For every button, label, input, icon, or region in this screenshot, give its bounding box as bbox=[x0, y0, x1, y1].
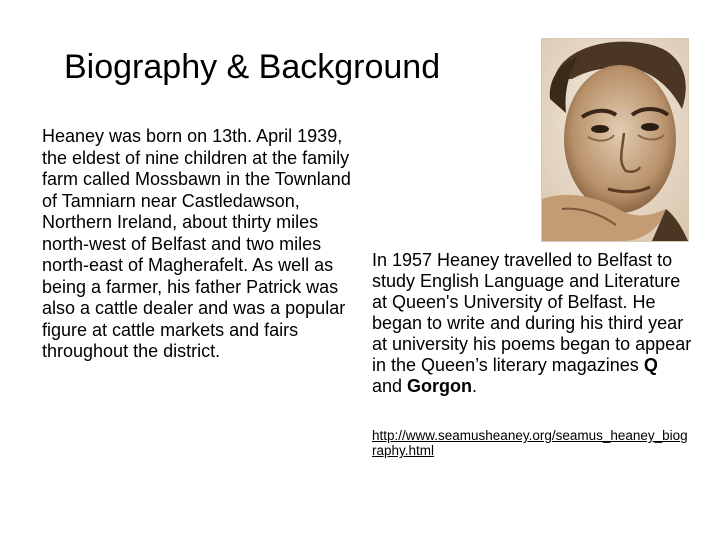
biography-link[interactable]: http://www.seamusheaney.org/seamus_heaney_biography.html bbox=[372, 428, 688, 458]
university-paragraph-and: and bbox=[372, 376, 408, 396]
birth-paragraph: Heaney was born on 13th. April 1939, the eldest of nine children at the family farm called Mossbawn in the Townland of Tamniarn near Castledawson, Northern Ireland, about thirty miles north-west of Belfast and two miles north-east of Magherafelt. As well as being a farmer, his father Patrick was also a cattle dealer and was a popular figure at cattle markets and fairs throughout the district. bbox=[42, 126, 351, 361]
university-paragraph-text: In 1957 Heaney travelled to Belfast to study English Language and Literature at Queen's University of Belfast. He began to write and during his third year at university his poems began to appear in the Queen’s literary magazines bbox=[372, 250, 692, 375]
portrait-photo bbox=[541, 38, 689, 242]
slide-title: Biography & Background bbox=[64, 48, 441, 86]
magazine-gorgon: Gorgon bbox=[407, 376, 473, 396]
university-paragraph-end: . bbox=[472, 376, 478, 396]
magazine-q: Q bbox=[643, 355, 658, 375]
university-paragraph bbox=[372, 250, 692, 397]
